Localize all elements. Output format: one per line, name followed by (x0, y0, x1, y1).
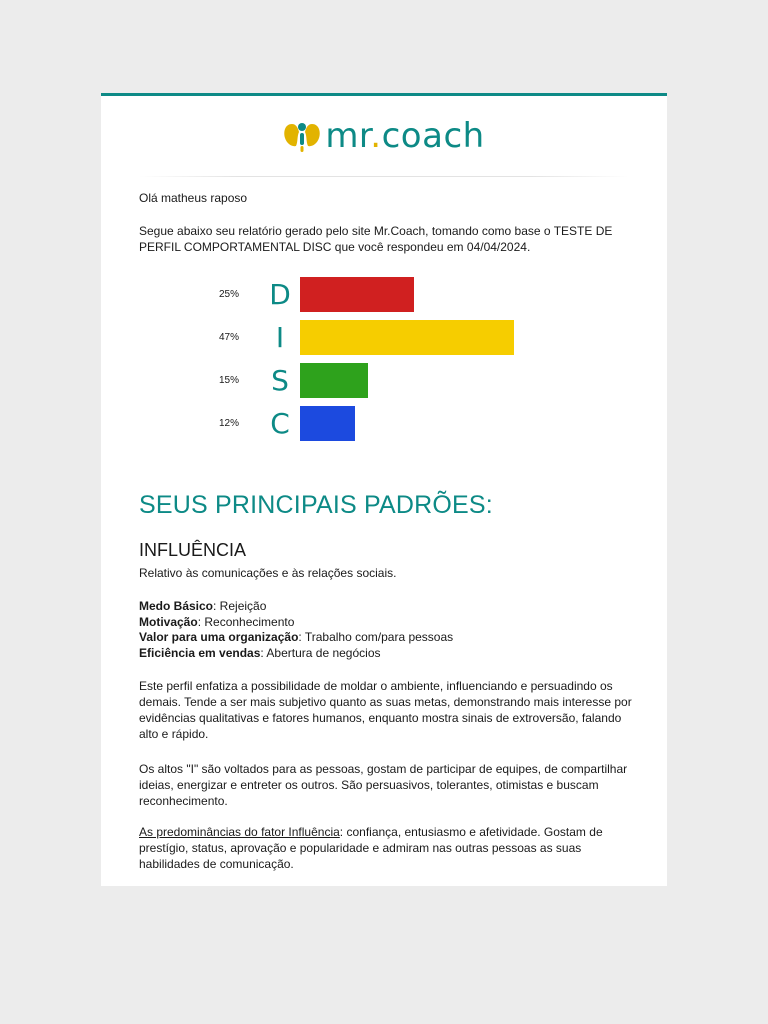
property-row (139, 630, 453, 646)
bar-category-label: C (270, 407, 290, 440)
property-label: Eficiência em vendas (139, 645, 261, 660)
header-divider (139, 176, 629, 177)
bar-category-label: S (271, 364, 289, 397)
property-value: : Abertura de negócios (260, 645, 381, 660)
bar-row-i (101, 320, 667, 356)
property-label: Valor para uma organização (139, 630, 299, 644)
property-label: Medo Básico (139, 599, 214, 613)
pattern-paragraph-3 (139, 824, 635, 872)
brand-logo (101, 114, 667, 158)
property-label: Motivação (139, 614, 198, 629)
bar-value-label: 12% (219, 418, 240, 429)
property-row (139, 599, 453, 615)
greeting-text: Olá matheus raposo (139, 191, 248, 205)
bar-c (300, 406, 355, 441)
bar-row-s (101, 363, 667, 399)
bar-category-label: I (275, 321, 285, 354)
pattern-paragraph-1: Este perfil enfatiza a possibilidade de moldar o ambiente, influenciando e persuadindo os demais. Tende a ser mais subjetivo quanto as suas metas, demonstrando mais interesse por evidências qualitativas e fatores humanos, enquanto mostra sinais de extroversão, falando alto e rápido. (139, 679, 632, 741)
bar-value-label: 25% (219, 289, 240, 300)
property-value: : Trabalho com/para pessoas (298, 630, 454, 644)
predominance-label: As predominâncias do fator Influência (139, 825, 340, 839)
section-title: SEUS PRINCIPAIS PADRÕES: (139, 491, 493, 519)
bar-row-d (101, 277, 667, 313)
bar-row-c (101, 406, 667, 442)
bar-value-label: 15% (219, 375, 240, 386)
predominance-text: : confiança, entusiasmo e afetividade. Gostam de prestígio, status, aprovação e popularidade e admiram nas outras pessoas as suas habilidades de comunicação. (139, 825, 603, 871)
pattern-properties (139, 599, 453, 661)
bar-value-label: 47% (219, 332, 240, 343)
report-card (101, 93, 667, 886)
bar-s (300, 363, 368, 398)
pattern-name: INFLUÊNCIA (139, 540, 247, 560)
bar-i (300, 320, 514, 355)
coach-figure-icon (283, 118, 321, 154)
property-row (139, 615, 453, 631)
intro-text: Segue abaixo seu relatório gerado pelo site Mr.Coach, tomando como base o TESTE DE PERFIL COMPORTAMENTAL DISC que você respondeu em 04/04/2024. (139, 224, 613, 254)
pattern-description: Relativo às comunicações e às relações sociais. (139, 566, 397, 580)
bar-category-label: D (269, 278, 291, 311)
property-value: : Rejeição (213, 599, 267, 613)
pattern-paragraph-2: Os altos "I" são voltados para as pessoas, gostam de participar de equipes, de compartilhar ideias, energizar e entreter os outros. São persuasivos, tolerantes, otimistas e buscam reconhecimento. (139, 762, 628, 808)
property-row (139, 646, 453, 662)
property-value: : Reconhecimento (197, 614, 295, 629)
brand-name: mr.coach (325, 116, 485, 156)
bar-d (300, 277, 414, 312)
